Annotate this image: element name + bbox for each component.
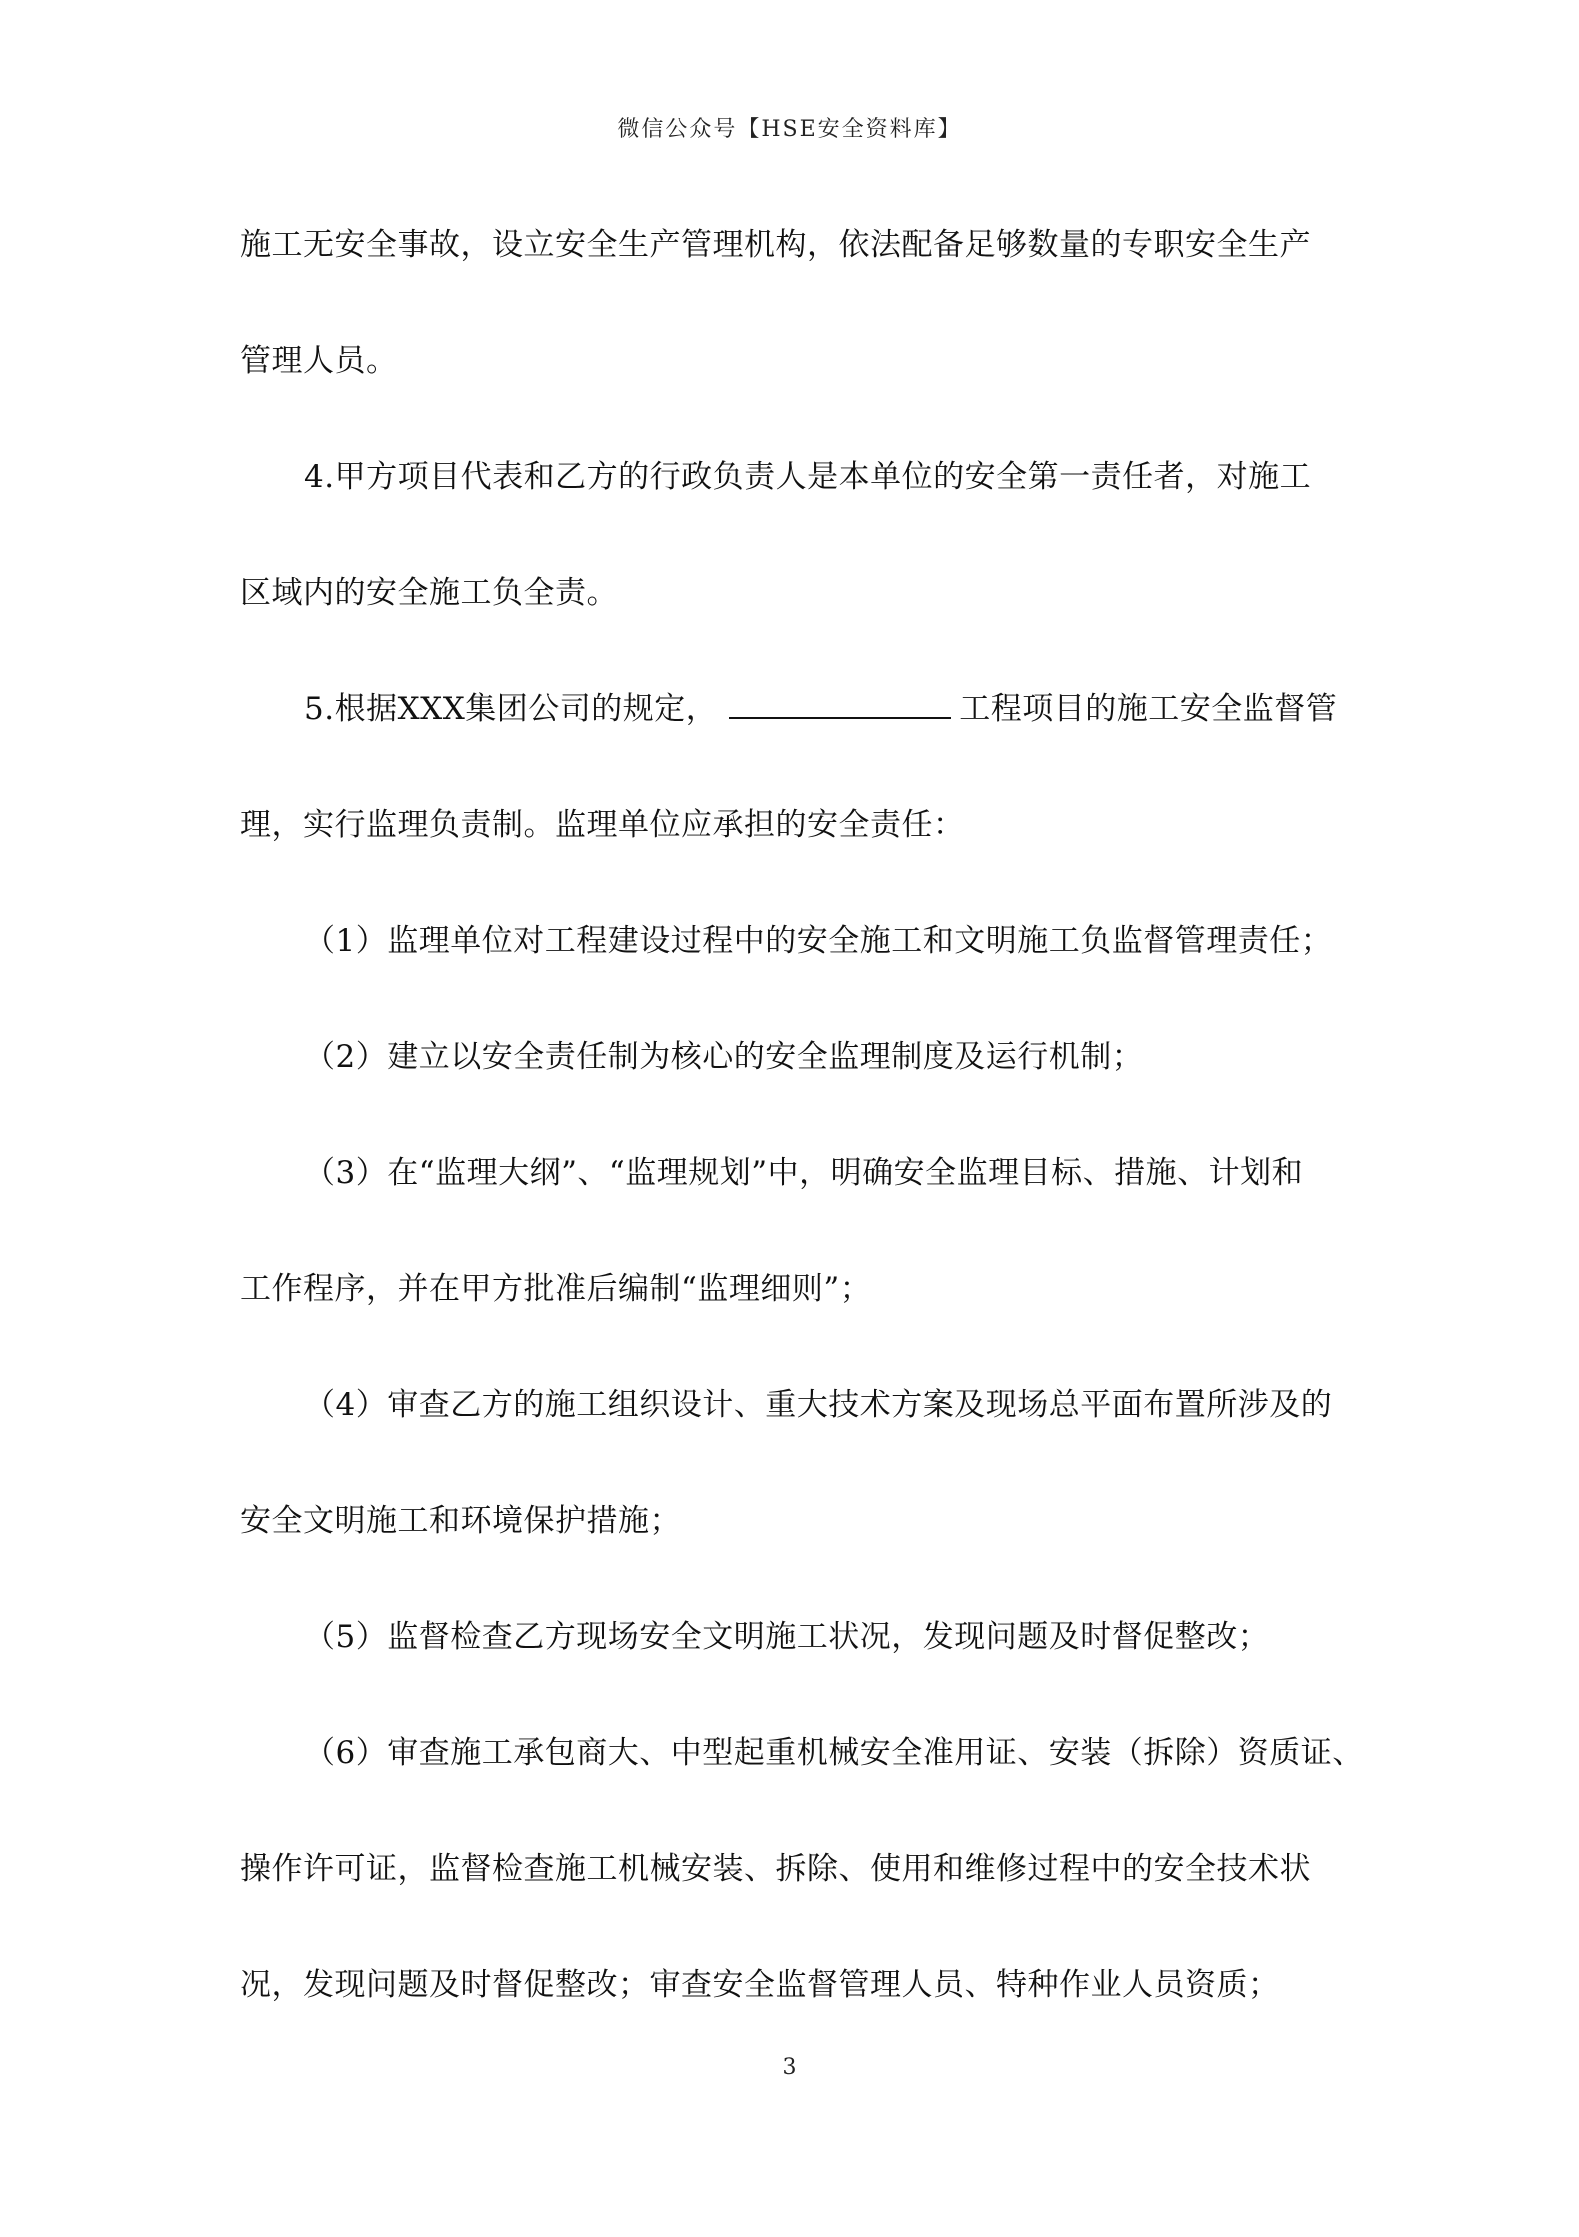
body-line: （1）监理单位对工程建设过程中的安全施工和文明施工负监督管理责任；	[304, 923, 1333, 959]
document-body	[240, 210, 1364, 2066]
body-line: 工作程序，并在甲方批准后编制“监理细则”；	[240, 1271, 872, 1307]
line-text-after-blank: 工程项目的施工安全监督管	[959, 691, 1338, 727]
body-line: （2）建立以安全责任制为核心的安全监理制度及运行机制；	[304, 1039, 1144, 1075]
body-line: 操作许可证，监督检查施工机械安装、拆除、使用和维修过程中的安全技术状	[240, 1851, 1311, 1887]
body-line: 况，发现问题及时督促整改；审查安全监督管理人员、特种作业人员资质；	[240, 1967, 1280, 2003]
body-line: 理，实行监理负责制。监理单位应承担的安全责任：	[240, 807, 965, 843]
body-line: （4）审查乙方的施工组织设计、重大技术方案及现场总平面布置所涉及的	[304, 1387, 1333, 1423]
body-line-with-blank	[240, 674, 1340, 790]
body-line: 区域内的安全施工负全责。	[240, 575, 618, 611]
fill-in-blank	[729, 687, 951, 719]
body-line: 4.甲方项目代表和乙方的行政负责人是本单位的安全第一责任者，对施工	[304, 459, 1312, 495]
page-header: 微信公众号【HSE安全资料库】	[617, 117, 962, 142]
body-line: （5）监督检查乙方现场安全文明施工状况，发现问题及时督促整改；	[304, 1619, 1270, 1655]
body-line: 安全文明施工和环境保护措施；	[240, 1503, 681, 1539]
body-line: 管理人员。	[240, 343, 398, 379]
body-line: （3）在“监理大纲”、“监理规划”中，明确安全监理目标、措施、计划和	[304, 1155, 1304, 1191]
line-text-before-blank: 5.根据XXX集团公司的规定，	[304, 691, 718, 727]
body-line: （6）审查施工承包商大、中型起重机械安全准用证、安装（拆除）资质证、	[304, 1735, 1364, 1771]
page-number: 3	[782, 2055, 797, 2080]
body-line: 施工无安全事故，设立安全生产管理机构，依法配备足够数量的专职安全生产	[240, 227, 1311, 263]
